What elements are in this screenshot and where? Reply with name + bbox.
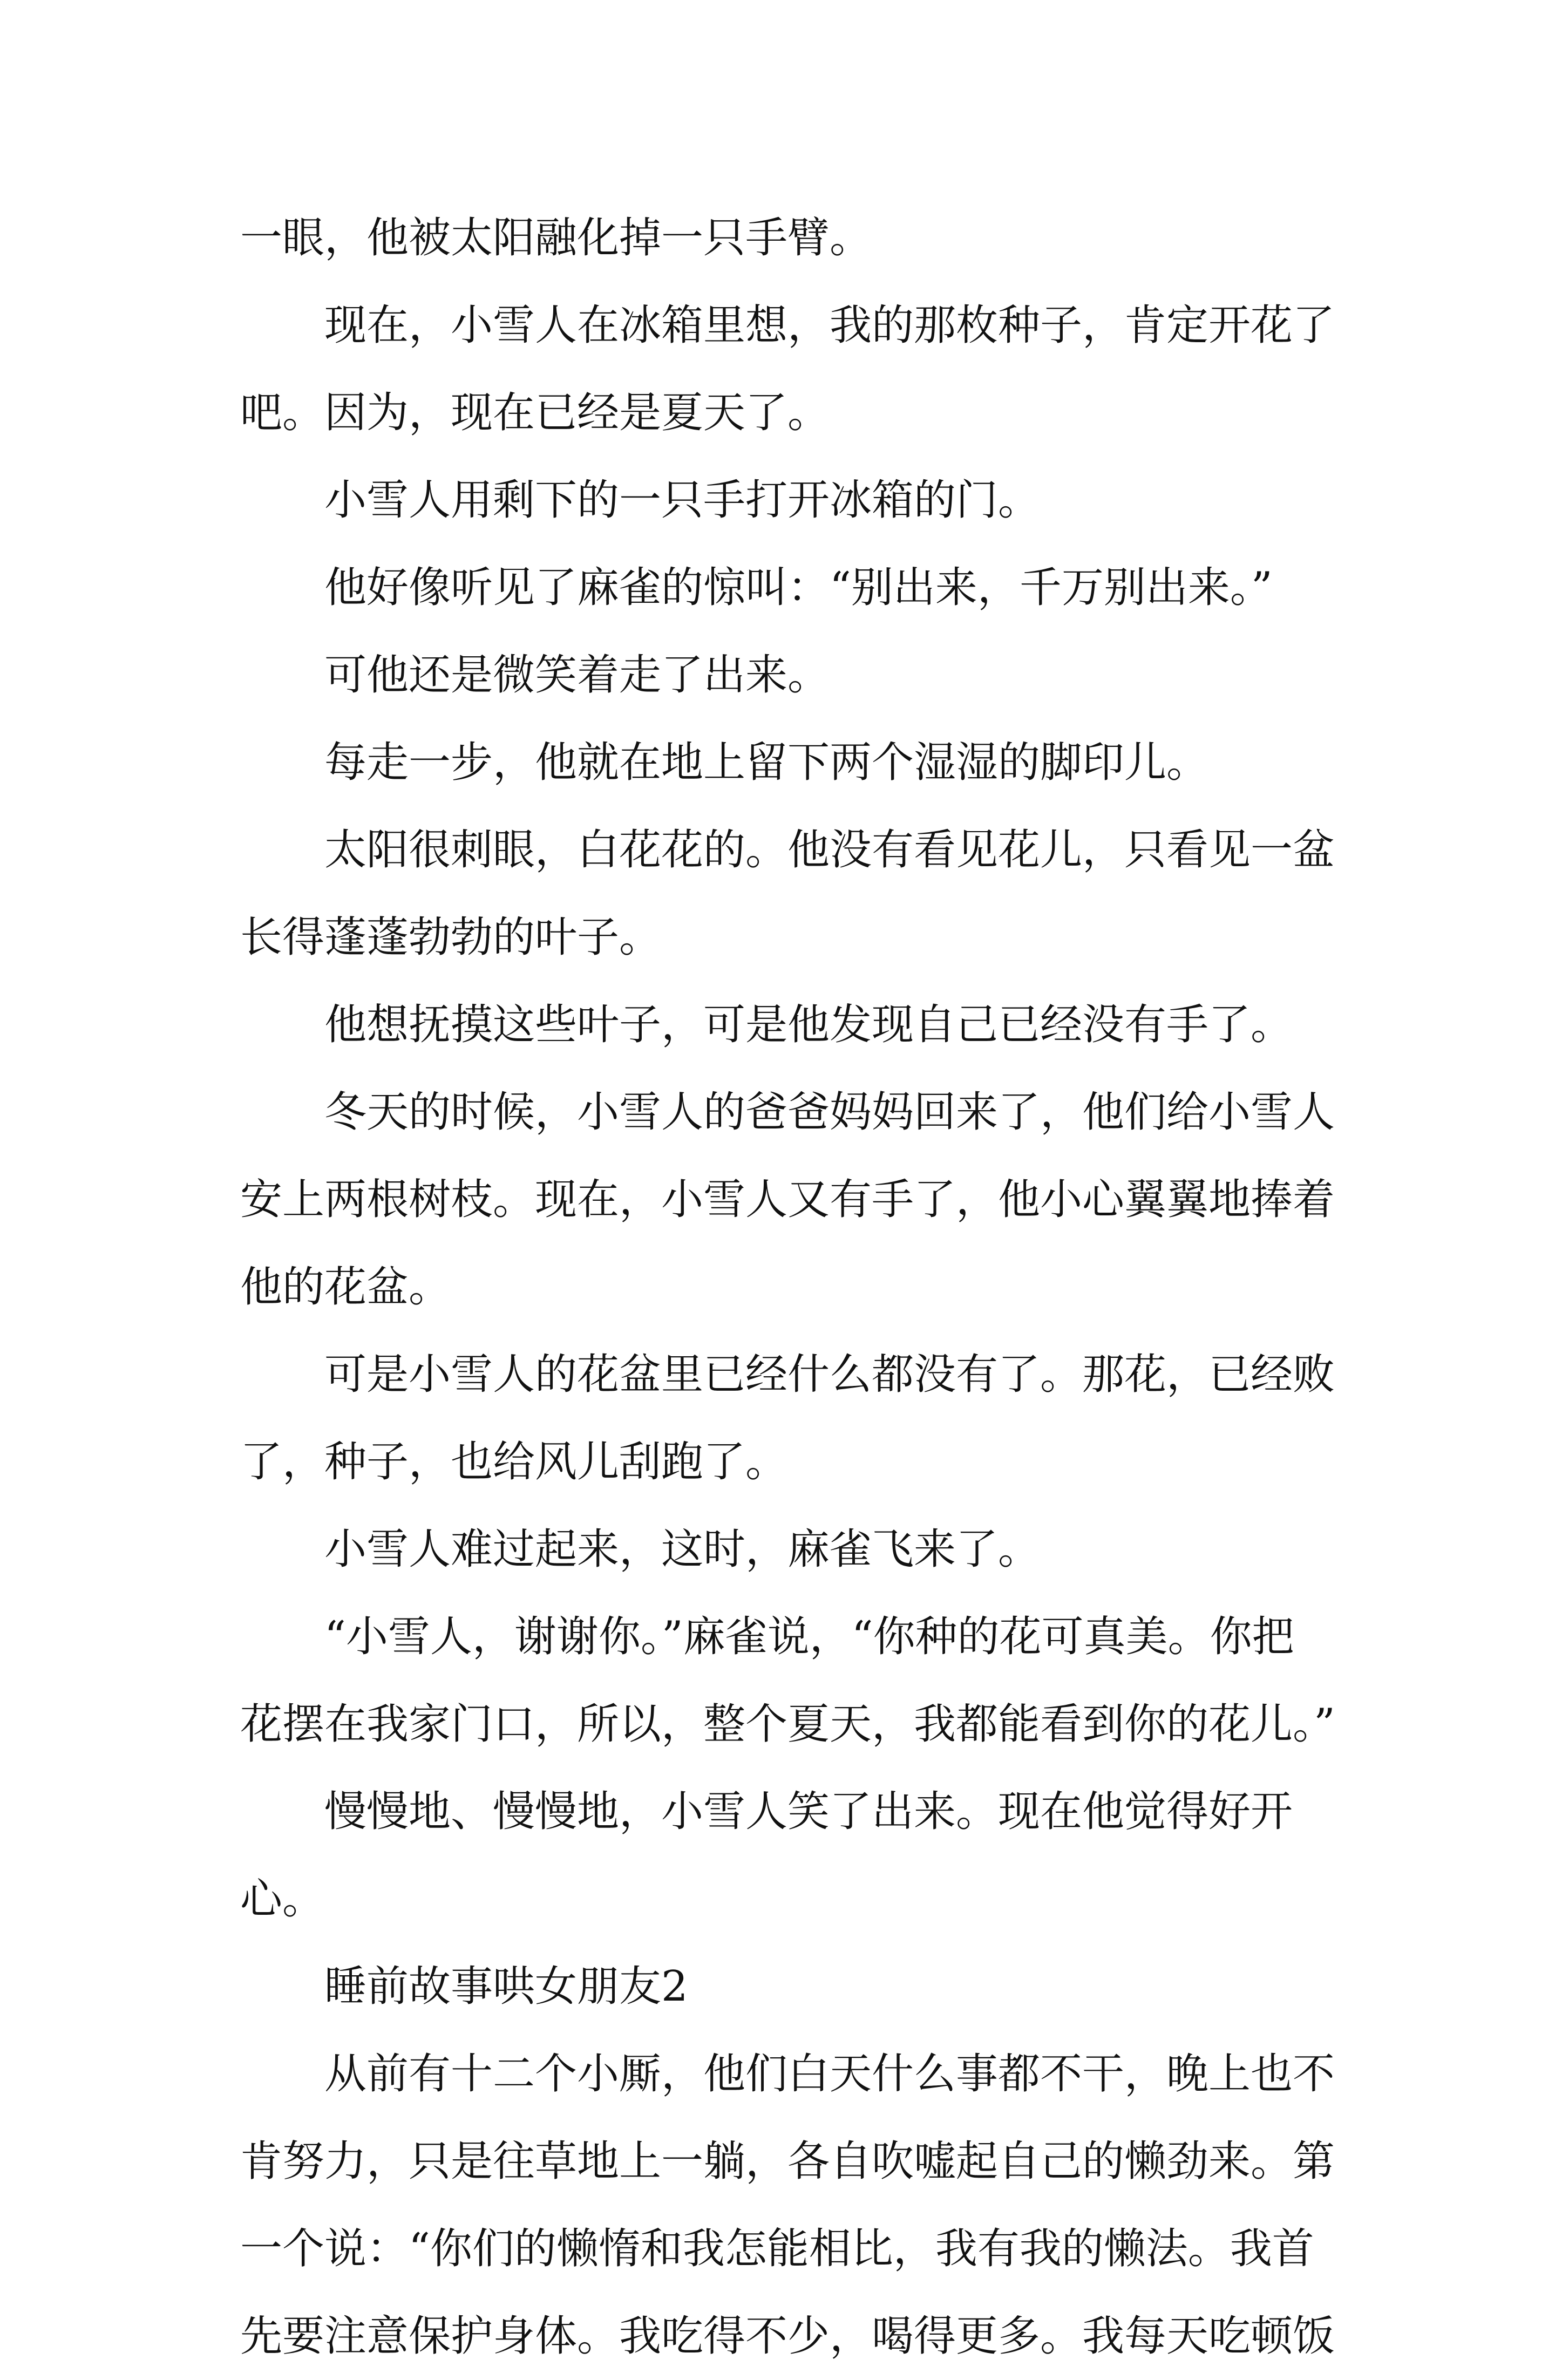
paragraph: “小雪人，谢谢你。”麻雀说，“你种的花可真美。你把花摆在我家门口，所以，整个夏天，我都能看到你的花儿。” xyxy=(240,1613,1335,1749)
paragraph: 从前有十二个小厮，他们白天什么事都不干，晚上也不肯努力，只是往草地上一躺，各自吹嘘起自己的懒劲来。第一个说：“你们的懒惰和我怎能相比，我有我的懒法。我首先要注意保护身体。我吃得不少，喝得更多。我每天吃顿饭 xyxy=(240,2050,1335,2361)
paragraph: 可他还是微笑着走了出来。 xyxy=(324,651,830,699)
paragraph: 慢慢地、慢慢地，小雪人笑了出来。现在他觉得好开心。 xyxy=(240,1787,1293,1923)
paragraph: 小雪人用剩下的一只手打开冰箱的门。 xyxy=(324,476,1041,525)
paragraph: 他想抚摸这些叶子，可是他发现自己已经没有手了。 xyxy=(324,1001,1293,1049)
paragraph: 现在，小雪人在冰箱里想，我的那枚种子，肯定开花了吧。因为，现在已经是夏天了。 xyxy=(240,301,1335,437)
paragraph: 冬天的时候，小雪人的爸爸妈妈回来了，他们给小雪人安上两根树枝。现在，小雪人又有手了，他小心翼翼地捧着他的花盆。 xyxy=(240,1088,1335,1311)
paragraph: 一眼，他被太阳融化掉一只手臂。 xyxy=(240,214,872,262)
document-body xyxy=(240,194,1336,2380)
section-heading: 睡前故事哄女朋友2 xyxy=(324,1962,688,2011)
paragraph: 小雪人难过起来，这时，麻雀飞来了。 xyxy=(324,1525,1041,1574)
paragraph: 可是小雪人的花盆里已经什么都没有了。那花，已经败了，种子，也给风儿刮跑了。 xyxy=(240,1350,1335,1486)
paragraph: 每走一步，他就在地上留下两个湿湿的脚印儿。 xyxy=(324,738,1209,787)
paragraph: 太阳很刺眼，白花花的。他没有看见花儿，只看见一盆长得蓬蓬勃勃的叶子。 xyxy=(240,826,1335,962)
paragraph: 他好像听见了麻雀的惊叫：“别出来，千万别出来。” xyxy=(324,563,1273,612)
